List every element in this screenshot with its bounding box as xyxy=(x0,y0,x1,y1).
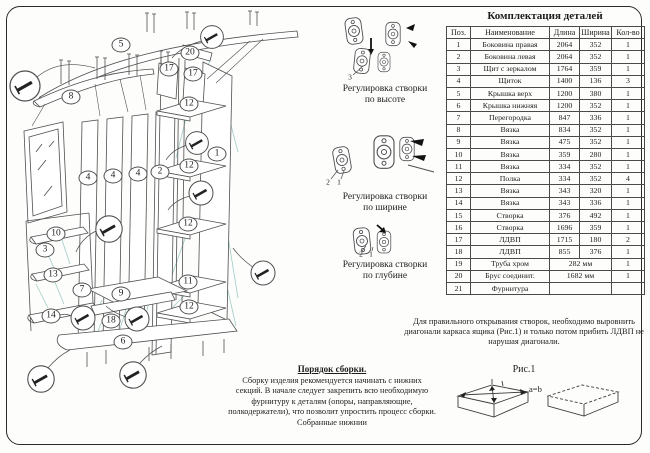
table-cell: Крышка нижняя xyxy=(471,100,550,112)
part-callout-5: 5 xyxy=(112,38,131,53)
table-cell: 1 xyxy=(612,209,645,221)
mirror-panel xyxy=(24,122,67,223)
table-row xyxy=(447,136,645,148)
table-row xyxy=(447,63,645,75)
hinge-label-1: 1 xyxy=(337,177,341,187)
caption-line: по ширине xyxy=(363,202,407,213)
table-cell: Полка xyxy=(471,173,550,185)
table-cell: 336 xyxy=(580,112,612,124)
table-cell: 1 xyxy=(612,100,645,112)
table-cell: 19 xyxy=(447,258,471,270)
table-cell: 1400 xyxy=(550,75,580,87)
table-cell: 3 xyxy=(612,75,645,87)
table-cell: ЛДВП xyxy=(471,234,550,246)
table-cell: 475 xyxy=(550,136,580,148)
table-row xyxy=(447,270,645,282)
part-callout-12: 12 xyxy=(180,97,199,112)
table-row xyxy=(447,51,645,63)
table-cell: Вязка xyxy=(471,161,550,173)
table-cell: 376 xyxy=(580,246,612,258)
table-cell: 4 xyxy=(612,173,645,185)
table-row xyxy=(447,246,645,258)
table-cell: 1 xyxy=(612,258,645,270)
table-cell: 8 xyxy=(447,124,471,136)
table-cell: Вязка xyxy=(471,136,550,148)
table-cell: 1 xyxy=(447,39,471,51)
table-cell: 1 xyxy=(612,63,645,75)
figure1-caption: Рис.1 xyxy=(512,364,536,375)
figure1-equality: a=b xyxy=(529,384,542,394)
table-cell: 17 xyxy=(447,234,471,246)
hinge-label-2: 2 xyxy=(326,177,330,187)
table-cell: 492 xyxy=(580,209,612,221)
part-callout-9: 9 xyxy=(112,287,131,302)
part-callout-4: 4 xyxy=(129,167,148,182)
caption-line: Регулировка створки xyxy=(342,84,428,94)
table-row xyxy=(447,87,645,99)
table-row xyxy=(447,222,645,234)
column-header: Ширина xyxy=(580,27,612,39)
assembly-order-title: Порядок сборки. xyxy=(297,364,367,374)
part-callout-12: 12 xyxy=(180,159,199,174)
hinge-label-3: 3 xyxy=(348,72,352,82)
table-cell: Фурнитура xyxy=(471,282,550,294)
column-header: Длина xyxy=(550,27,580,39)
part-callout-12: 12 xyxy=(179,217,198,232)
assembly-order-body: Сборку изделия рекомендуется начинать с нижних секций. В начале следует закрепить всю необходимую фурнитуру к деталям (опоры, направляющие, полкодержатели), что позволит упростить процесс сборки. Собранные нижнии xyxy=(228,376,436,427)
table-cell: 320 xyxy=(580,185,612,197)
hinge-label-2: 2 xyxy=(359,249,363,259)
table-cell: 15 xyxy=(447,209,471,221)
table-cell: 847 xyxy=(550,112,580,124)
table-cell: 343 xyxy=(550,197,580,209)
table-cell: 1696 xyxy=(550,222,580,234)
table-cell: 10 xyxy=(447,148,471,160)
table-row xyxy=(447,100,645,112)
table-row xyxy=(447,161,645,173)
table-cell: 136 xyxy=(580,75,612,87)
table-cell: 334 xyxy=(550,173,580,185)
part-callout-8: 8 xyxy=(62,90,81,105)
part-callout-2: 2 xyxy=(151,165,170,180)
table-cell: 21 xyxy=(447,282,471,294)
table-cell: Вязка xyxy=(471,197,550,209)
table-cell: Щит с зеркалом xyxy=(471,63,550,75)
door-note: Для правильного открывания створок, необходимо выровнить диагонали каркаса ящика (Рис.1) и только потом прибить ЛДВП не нарушая диагонали. xyxy=(404,317,644,347)
table-cell: 352 xyxy=(580,39,612,51)
table-cell: 6 xyxy=(447,100,471,112)
table-row xyxy=(447,39,645,51)
table-cell: 1 xyxy=(612,51,645,63)
table-cell: 1 xyxy=(612,185,645,197)
table-cell: Вязка xyxy=(471,185,550,197)
table-cell: Боковина правая xyxy=(471,39,550,51)
part-callout-12: 12 xyxy=(180,300,199,315)
table-cell: 359 xyxy=(580,222,612,234)
table-cell: 7 xyxy=(447,112,471,124)
table-cell: Створка xyxy=(471,222,550,234)
table-cell: 280 xyxy=(580,148,612,160)
table-cell: Крышка верх xyxy=(471,87,550,99)
column-header: Поз. xyxy=(447,27,471,39)
table-cell: 2 xyxy=(612,234,645,246)
table-cell: 180 xyxy=(580,234,612,246)
assembly-order-section xyxy=(228,364,436,428)
table-cell xyxy=(550,282,612,294)
table-cell xyxy=(612,282,645,294)
table-cell: 1715 xyxy=(550,234,580,246)
table-cell: 5 xyxy=(447,87,471,99)
table-row xyxy=(447,209,645,221)
adjustment-caption-depth xyxy=(325,260,445,281)
table-cell: 11 xyxy=(447,161,471,173)
table-cell: 380 xyxy=(580,87,612,99)
table-cell: 1 xyxy=(612,148,645,160)
table-cell: 2064 xyxy=(550,39,580,51)
caption-line: по высоте xyxy=(364,94,406,105)
table-cell: 352 xyxy=(580,136,612,148)
table-cell: 352 xyxy=(580,51,612,63)
table-cell: 352 xyxy=(580,161,612,173)
part-callout-10: 10 xyxy=(47,227,66,242)
part-callout-14: 14 xyxy=(42,309,61,324)
caption-line: по глубине xyxy=(362,270,408,281)
adjustment-caption-height xyxy=(325,84,445,105)
table-cell: Брус соединит. xyxy=(471,270,550,282)
parts-table-title: Комплектация деталей xyxy=(487,10,603,22)
table-cell: 1 xyxy=(612,136,645,148)
part-callout-4: 4 xyxy=(79,171,98,186)
part-callout-13: 13 xyxy=(44,268,63,283)
table-cell: 352 xyxy=(580,100,612,112)
hinge-diagram-height xyxy=(344,17,417,75)
parts-table xyxy=(446,26,645,295)
adjustment-caption-width xyxy=(325,192,445,213)
hinge-label-1: 1 xyxy=(369,249,373,259)
table-cell: 2064 xyxy=(550,51,580,63)
table-cell: Вязка xyxy=(471,124,550,136)
table-cell: 343 xyxy=(550,185,580,197)
table-cell: 1 xyxy=(612,197,645,209)
table-cell: 359 xyxy=(550,148,580,160)
table-cell: Щиток xyxy=(471,75,550,87)
table-cell: Боковина левая xyxy=(471,51,550,63)
table-cell: 2 xyxy=(447,51,471,63)
part-callout-1: 1 xyxy=(208,147,227,162)
table-cell: 834 xyxy=(550,124,580,136)
table-cell: 18 xyxy=(447,246,471,258)
table-cell: 1200 xyxy=(550,100,580,112)
part-callout-20: 20 xyxy=(181,46,200,61)
table-cell: 16 xyxy=(447,222,471,234)
table-cell: 352 xyxy=(580,124,612,136)
table-cell: 1200 xyxy=(550,87,580,99)
table-cell: ЛДВП xyxy=(471,246,550,258)
parts-table-body xyxy=(447,39,645,295)
table-cell: 1 xyxy=(612,124,645,136)
table-row xyxy=(447,148,645,160)
table-cell: 1682 мм xyxy=(550,270,612,282)
table-cell: 855 xyxy=(550,246,580,258)
table-cell: 336 xyxy=(580,197,612,209)
hinge-diagram-width xyxy=(331,136,434,179)
table-row xyxy=(447,75,645,87)
table-row xyxy=(447,112,645,124)
table-row xyxy=(447,258,645,270)
table-cell: 1764 xyxy=(550,63,580,75)
part-callout-17: 17 xyxy=(160,62,179,77)
table-cell: 1 xyxy=(612,222,645,234)
table-cell: 13 xyxy=(447,185,471,197)
parts-table-section xyxy=(446,10,644,295)
table-cell: 1 xyxy=(612,270,645,282)
part-callout-11: 11 xyxy=(179,275,198,290)
table-cell: 282 мм xyxy=(550,258,612,270)
table-row xyxy=(447,185,645,197)
table-row xyxy=(447,173,645,185)
caption-line: Регулировка створки xyxy=(342,260,428,270)
column-header: Кол-во xyxy=(612,27,645,39)
part-callout-3: 3 xyxy=(36,243,55,258)
table-cell: 20 xyxy=(447,270,471,282)
table-header-row xyxy=(447,27,645,39)
part-callout-17: 17 xyxy=(184,67,203,82)
table-cell: Перегородка xyxy=(471,112,550,124)
table-cell: 376 xyxy=(550,209,580,221)
part-callout-4: 4 xyxy=(104,169,123,184)
table-row xyxy=(447,234,645,246)
table-cell: 1 xyxy=(612,39,645,51)
table-cell: 4 xyxy=(447,75,471,87)
table-cell: Вязка xyxy=(471,148,550,160)
table-cell: 1 xyxy=(612,112,645,124)
table-cell: 1 xyxy=(612,87,645,99)
table-cell: Створка xyxy=(471,209,550,221)
table-cell: 1 xyxy=(612,161,645,173)
table-cell: 3 xyxy=(447,63,471,75)
table-row xyxy=(447,282,645,294)
table-cell: 359 xyxy=(580,63,612,75)
part-callout-7: 7 xyxy=(73,283,92,298)
table-cell: Труба хром xyxy=(471,258,550,270)
table-cell: 9 xyxy=(447,136,471,148)
part-callout-18: 18 xyxy=(102,314,121,329)
caption-line: Регулировка створки xyxy=(342,192,428,202)
table-row xyxy=(447,124,645,136)
table-cell: 1 xyxy=(612,246,645,258)
table-cell: 12 xyxy=(447,173,471,185)
table-cell: 334 xyxy=(550,161,580,173)
column-header: Наименование xyxy=(471,27,550,39)
table-cell: 14 xyxy=(447,197,471,209)
table-row xyxy=(447,197,645,209)
part-callout-6: 6 xyxy=(114,335,133,350)
table-cell: 352 xyxy=(580,173,612,185)
